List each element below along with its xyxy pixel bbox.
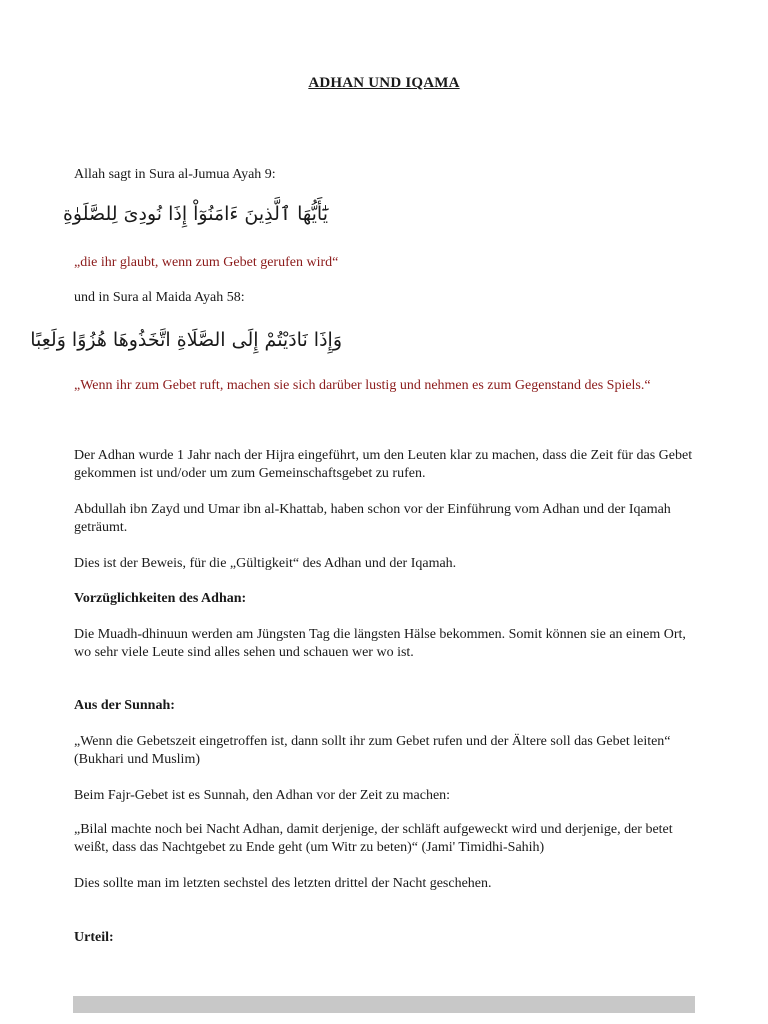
document-title: ADHAN UND IQAMA: [308, 75, 460, 91]
paragraph-bilal-hadith: „Bilal machte noch bei Nacht Adhan, damit derjenige, der schläft aufgeweckt wird und derjenige, der betet weißt, dass das Nachtgebet zu Ende geht (um Witr zu beten)“ (Jami' Timidhi-Sahih): [74, 822, 673, 855]
paragraph-dream: Abdullah ibn Zayd und Umar ibn al-Khattab, haben schon vor der Einführung vom Adhan und der Iqamah geträumt.: [74, 502, 671, 535]
arabic-verse-jumua: يَٰٓأَيُّهَا ٱلَّذِينَ ءَامَنُوٓاْ إِذَا نُودِىَ لِلصَّلَوٰةِ: [62, 203, 328, 225]
arabic-verse-maida: وَإِذَا نَادَيْتُمْ إِلَى الصَّلَاةِ اتَّخَذُوهَا هُزُوًا وَلَعِبًا: [30, 329, 342, 351]
paragraph-fajr: Beim Fajr-Gebet ist es Sunnah, den Adhan vor der Zeit zu machen:: [74, 788, 451, 803]
intro-maida: und in Sura al Maida Ayah 58:: [74, 290, 245, 305]
heading-virtues: Vorzüglichkeiten des Adhan:: [74, 591, 247, 606]
paragraph-muadhdhin: Die Muadh-dhinuun werden am Jüngsten Tag die längsten Hälse bekommen. Somit können sie an einem Ort, wo sehr viele Leute sind alles sehen und schauen wer wo ist.: [74, 627, 686, 660]
page-footer-bar: [73, 996, 695, 1013]
paragraph-proof: Dies ist der Beweis, für die „Gültigkeit“ des Adhan und der Iqamah.: [74, 556, 457, 571]
heading-sunnah: Aus der Sunnah:: [74, 698, 175, 713]
translation-maida: „Wenn ihr zum Gebet ruft, machen sie sich darüber lustig und nehmen es zum Gegenstand des Spiels.“: [74, 378, 651, 393]
intro-jumua: Allah sagt in Sura al-Jumua Ayah 9:: [74, 167, 276, 182]
paragraph-adhan-introduction: Der Adhan wurde 1 Jahr nach der Hijra eingeführt, um den Leuten klar zu machen, dass die Zeit für das Gebet gekommen ist und/oder um zum Gemeinschaftsgebet zu rufen.: [74, 448, 693, 481]
paragraph-hadith-prayer-time: „Wenn die Gebetszeit eingetroffen ist, dann sollt ihr zum Gebet rufen und der Ältere soll das Gebet leiten“ (Bukhari und Muslim): [74, 734, 671, 767]
paragraph-night-time: Dies sollte man im letzten sechstel des letzten drittel der Nacht geschehen.: [74, 876, 492, 891]
translation-jumua: „die ihr glaubt, wenn zum Gebet gerufen wird“: [74, 255, 339, 270]
heading-ruling: Urteil:: [74, 930, 114, 945]
